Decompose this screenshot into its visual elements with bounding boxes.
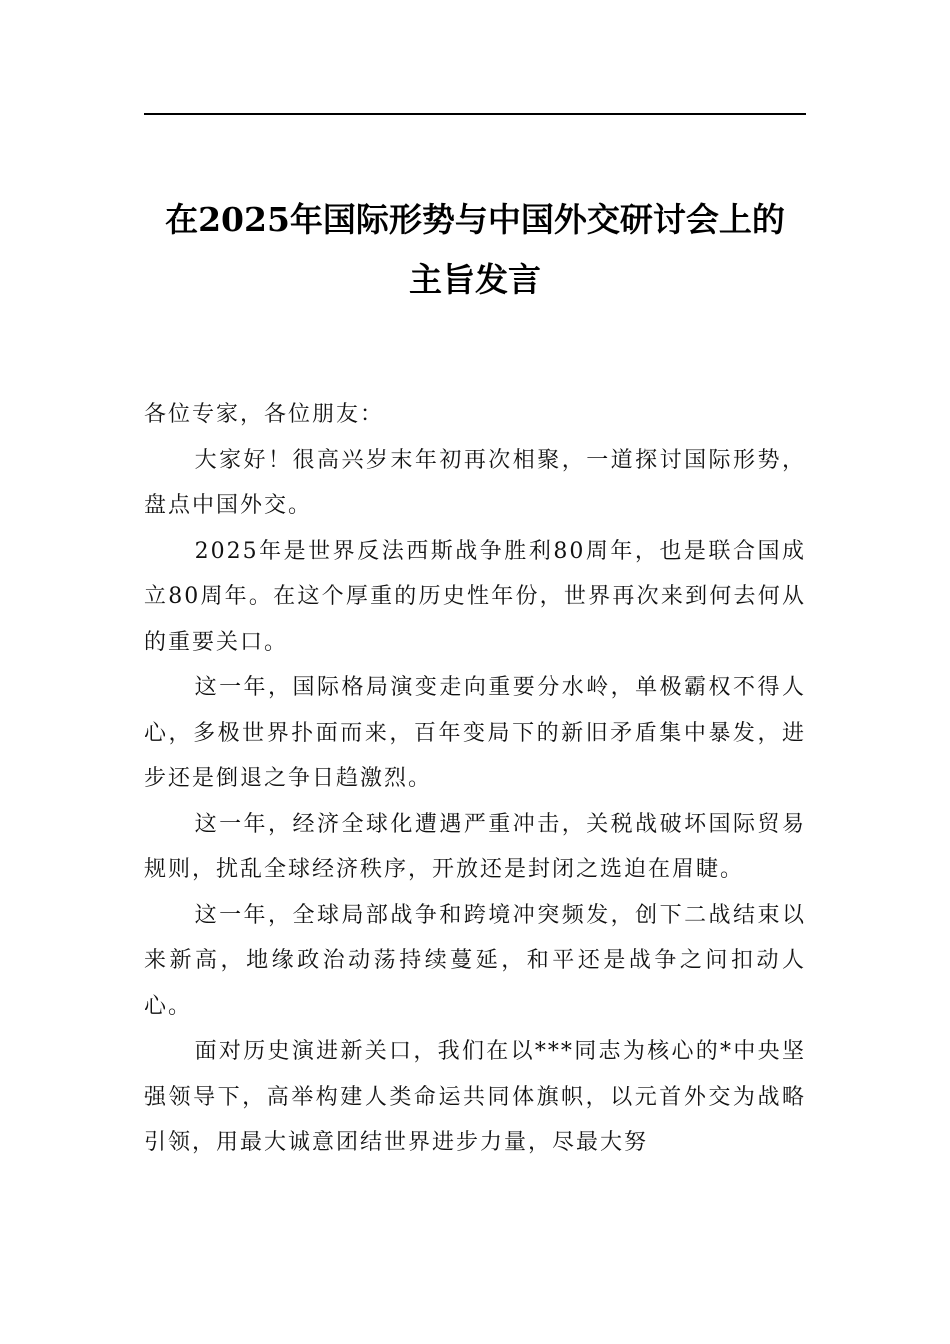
paragraph-6: 面对历史演进新关口，我们在以***同志为核心的*中央坚强领导下，高举构建人类命运共同体旗帜，以元首外交为战略引领，用最大诚意团结世界进步力量，尽最大努 — [144, 1039, 806, 1155]
document-body — [144, 392, 806, 1166]
paragraph-1: 大家好！很高兴岁末年初再次相聚，一道探讨国际形势，盘点中国外交。 — [144, 447, 806, 518]
paragraph-3: 这一年，国际格局演变走向重要分水岭，单极霸权不得人心，多极世界扑面而来，百年变局下的新旧矛盾集中暴发，进步还是倒退之争日趋激烈。 — [144, 675, 806, 791]
title-line-2: 主旨发言 — [409, 260, 541, 299]
paragraph-2: 2025年是世界反法西斯战争胜利80周年，也是联合国成立80周年。在这个厚重的历史性年份，世界再次来到何去何从的重要关口。 — [144, 538, 806, 655]
paragraph-4: 这一年，经济全球化遭遇严重冲击，关税战破坏国际贸易规则，扰乱全球经济秩序，开放还是封闭之选迫在眉睫。 — [144, 811, 806, 882]
salutation: 各位专家，各位朋友： — [144, 402, 385, 427]
title-line-1: 在2025年国际形势与中国外交研讨会上的 — [165, 200, 785, 239]
header-rule — [144, 113, 806, 115]
document-title — [144, 190, 806, 310]
paragraph-5: 这一年，全球局部战争和跨境冲突频发，创下二战结束以来新高，地缘政治动荡持续蔓延，和平还是战争之问扣动人心。 — [144, 902, 806, 1019]
